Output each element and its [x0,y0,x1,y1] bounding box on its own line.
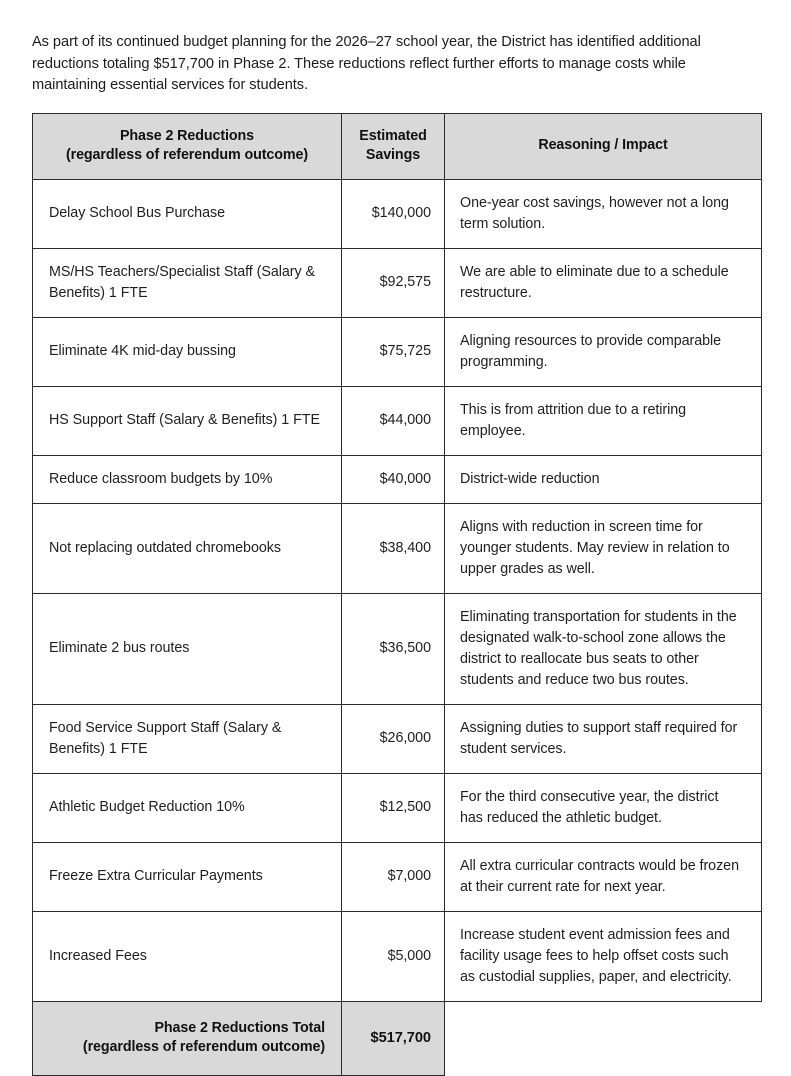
table-row [33,248,762,317]
row-reason: For the third consecutive year, the district has reduced the athletic budget. [445,773,762,842]
row-savings: $26,000 [342,704,445,773]
phase-2-reductions-table [32,113,762,1076]
column-header-savings-line1: Estimated [359,127,427,144]
total-row [33,1001,762,1075]
table-row [33,386,762,455]
row-item: Increased Fees [33,911,342,1001]
row-item: HS Support Staff (Salary & Benefits) 1 FTE [33,386,342,455]
row-savings: $36,500 [342,593,445,704]
table-row [33,593,762,704]
row-item: Eliminate 2 bus routes [33,593,342,704]
column-header-reductions [33,113,342,179]
row-item: Delay School Bus Purchase [33,179,342,248]
row-item: Food Service Support Staff (Salary & Benefits) 1 FTE [33,704,342,773]
total-label-line1: Phase 2 Reductions Total [154,1019,325,1036]
table-row [33,773,762,842]
total-empty-cell [445,1001,762,1075]
row-reason: Aligns with reduction in screen time for younger students. May review in relation to upper grades as well. [445,503,762,593]
row-savings: $5,000 [342,911,445,1001]
table-row [33,455,762,503]
total-amount: $517,700 [342,1001,445,1075]
header-row [33,113,762,179]
total-label-line2: (regardless of referendum outcome) [82,1039,325,1055]
intro-paragraph: As part of its continued budget planning for the 2026–27 school year, the District has identified additional reductions totaling $517,700 in Phase 2. These reductions reflect further efforts to manage costs while maintaining essential services for students. [32,34,701,93]
row-reason: One-year cost savings, however not a long term solution. [445,179,762,248]
table-row [33,179,762,248]
row-item: Eliminate 4K mid-day bussing [33,317,342,386]
row-savings: $12,500 [342,773,445,842]
table-header [33,113,762,179]
column-header-savings [342,113,445,179]
table-body [33,179,762,1075]
row-savings: $44,000 [342,386,445,455]
row-reason: Eliminating transportation for students in the designated walk-to-school zone allows the district to reallocate bus seats to other students and reduce two bus routes. [445,593,762,704]
row-item: Athletic Budget Reduction 10% [33,773,342,842]
row-reason: Aligning resources to provide comparable programming. [445,317,762,386]
row-reason: District-wide reduction [445,455,762,503]
row-reason: Assigning duties to support staff required for student services. [445,704,762,773]
row-reason: Increase student event admission fees and facility usage fees to help offset costs such as custodial supplies, paper, and electricity. [445,911,762,1001]
row-item: Reduce classroom budgets by 10% [33,455,342,503]
column-header-reductions-line1: Phase 2 Reductions [119,127,255,144]
column-header-savings-line2: Savings [365,147,421,163]
row-savings: $75,725 [342,317,445,386]
column-header-reductions-line2: (regardless of referendum outcome) [65,147,309,163]
row-savings: $7,000 [342,842,445,911]
row-savings: $40,000 [342,455,445,503]
row-item: MS/HS Teachers/Specialist Staff (Salary & Benefits) 1 FTE [33,248,342,317]
row-reason: This is from attrition due to a retiring employee. [445,386,762,455]
row-item: Not replacing outdated chromebooks [33,503,342,593]
table-row [33,704,762,773]
row-savings: $140,000 [342,179,445,248]
table-row [33,317,762,386]
column-header-reasoning: Reasoning / Impact [445,113,762,179]
total-label [33,1001,342,1075]
table-row [33,911,762,1001]
row-savings: $38,400 [342,503,445,593]
table-row [33,842,762,911]
row-reason: All extra curricular contracts would be frozen at their current rate for next year. [445,842,762,911]
row-item: Freeze Extra Curricular Payments [33,842,342,911]
row-savings: $92,575 [342,248,445,317]
table-row [33,503,762,593]
row-reason: We are able to eliminate due to a schedule restructure. [445,248,762,317]
